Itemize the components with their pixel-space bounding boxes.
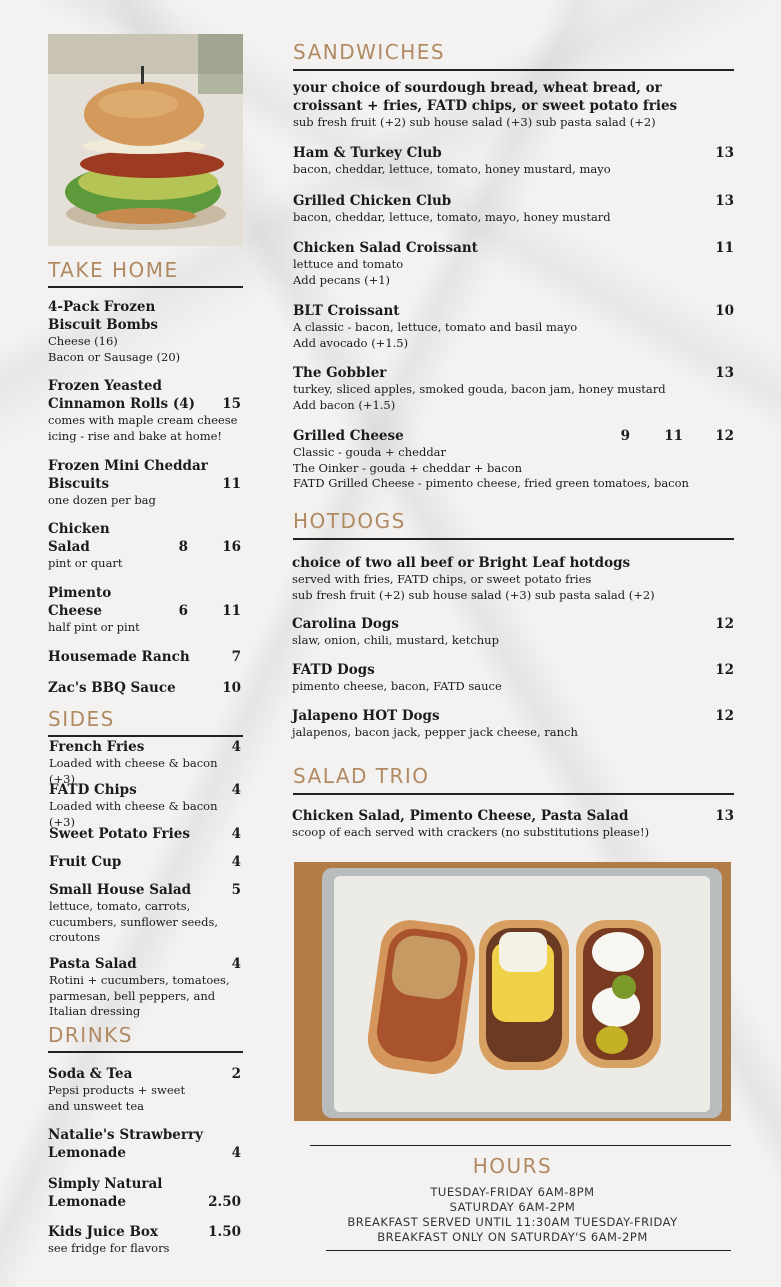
item-price-classic: 9: [620, 428, 630, 444]
item-name: Housemade Ranch: [48, 649, 190, 665]
item-desc: Add avocado (+1.5): [293, 335, 409, 350]
item-desc: Loaded with cheese & bacon (+3): [49, 799, 218, 829]
item-desc: pimento cheese, bacon, FATD sauce: [292, 679, 502, 693]
item-name: Kids Juice Box: [48, 1224, 158, 1240]
item-desc: Italian dressing: [49, 1004, 141, 1018]
menu-item-kids-juice-box: [48, 1223, 208, 1257]
item-price: 12: [715, 662, 734, 678]
item-price: 15: [222, 396, 241, 412]
item-price: 4: [231, 782, 241, 798]
item-desc: Add bacon (+1.5): [293, 397, 396, 412]
item-desc: Classic - gouda + cheddar: [293, 445, 447, 459]
menu-item-fatd-dogs: [292, 661, 712, 695]
item-desc: Bacon or Sausage (20): [48, 349, 181, 364]
menu-item-the-gobbler: [293, 364, 713, 413]
item-price: 12: [715, 616, 734, 632]
burger-photo: [48, 34, 243, 246]
menu-item-salad-trio: [292, 807, 712, 841]
item-name: Fruit Cup: [49, 854, 122, 870]
menu-item-simply-lemonade: [48, 1175, 188, 1211]
item-price-small: 8: [178, 539, 188, 555]
item-name: The Gobbler: [293, 365, 387, 381]
item-desc: croutons: [49, 930, 101, 944]
item-name: Chicken Salad: [48, 521, 110, 555]
item-name: Zac's BBQ Sauce: [48, 680, 176, 696]
intro-text: choice of two all beef or Bright Leaf hotdogs: [292, 555, 631, 571]
menu-item-strawberry-lemonade: [48, 1126, 208, 1162]
salad-trio-rule: [293, 793, 734, 795]
take-home-rule: [48, 286, 243, 288]
salad-trio-title: SALAD TRIO: [293, 764, 430, 788]
item-desc: Cheese (16): [48, 334, 118, 348]
item-price: 13: [715, 365, 734, 381]
item-desc: icing - rise and bake at home!: [48, 428, 223, 443]
item-desc: lettuce, tomato, carrots,: [49, 899, 191, 913]
item-desc: comes with maple cream cheese: [48, 413, 238, 427]
item-name: FATD Chips: [49, 782, 137, 798]
item-desc: Add pecans (+1): [293, 272, 391, 287]
item-price: 7: [231, 649, 241, 665]
item-name: Small House Salad: [49, 882, 192, 898]
sandwiches-rule: [293, 69, 734, 71]
menu-item-chicken-salad: [48, 520, 138, 572]
item-name: Carolina Dogs: [292, 616, 399, 632]
menu-item-biscuit-bombs: [48, 298, 208, 365]
item-desc: half pint or pint: [48, 620, 140, 634]
item-price: 4: [231, 956, 241, 972]
item-name: Soda & Tea: [48, 1066, 133, 1082]
intro-sub: sub fresh fruit (+2) sub house salad (+3) sub pasta salad (+2): [293, 115, 656, 129]
sides-rule: [48, 735, 243, 737]
item-desc: Rotini + cucumbers, tomatoes,: [49, 973, 230, 987]
menu-item-sweet-potato-fries: [49, 825, 190, 843]
sandwiches-intro: [293, 79, 723, 131]
item-desc: and unsweet tea: [48, 1098, 145, 1113]
item-price: 4: [231, 1145, 241, 1161]
item-desc: scoop of each served with crackers (no substitutions please!): [292, 825, 650, 839]
menu-item-jalapeno-hot-dogs: [292, 707, 712, 741]
item-name: Frozen Mini Cheddar Biscuits: [48, 458, 208, 492]
menu-item-bbq-sauce: [48, 679, 176, 697]
menu-item-grilled-chicken-club: [293, 192, 713, 226]
item-desc: turkey, sliced apples, smoked gouda, bacon jam, honey mustard: [293, 382, 666, 396]
item-price: 13: [715, 808, 734, 824]
item-name: Sweet Potato Fries: [49, 826, 190, 842]
item-name: Simply Natural Lemonade: [48, 1176, 163, 1210]
intro-text: your choice of sourdough bread, wheat bread, or croissant + fries, FATD chips, or sweet potato fries: [293, 80, 678, 114]
item-desc: bacon, cheddar, lettuce, tomato, honey mustard, mayo: [293, 162, 611, 176]
hotdogs-rule: [293, 538, 734, 540]
item-price: 4: [231, 826, 241, 842]
item-name: FATD Dogs: [292, 662, 375, 678]
item-desc: one dozen per bag: [48, 493, 156, 507]
item-price: 11: [222, 603, 241, 619]
menu-item-fruit-cup: [49, 853, 121, 871]
hours-line: BREAKFAST SERVED UNTIL 11:30AM TUESDAY-FRIDAY: [347, 1215, 678, 1229]
item-price: 11: [222, 476, 241, 492]
item-name: Natalie's Strawberry Lemonade: [48, 1127, 203, 1161]
hours-line: BREAKFAST ONLY ON SATURDAY'S 6AM-2PM: [377, 1230, 648, 1244]
item-desc: Loaded with cheese & bacon (+3): [49, 756, 218, 786]
item-desc: The Oinker - gouda + cheddar + bacon: [293, 460, 523, 475]
item-desc: Pepsi products + sweet: [48, 1083, 186, 1097]
hours-title: HOURS: [472, 1154, 553, 1178]
item-desc: A classic - bacon, lettuce, tomato and basil mayo: [293, 320, 578, 334]
item-desc: see fridge for flavors: [48, 1241, 170, 1255]
item-price: 13: [715, 145, 734, 161]
item-desc: FATD Grilled Cheese - pimento cheese, fried green tomatoes, bacon: [293, 476, 689, 490]
item-name: Chicken Salad Croissant: [293, 240, 478, 256]
item-price: 11: [715, 240, 734, 256]
drinks-title: DRINKS: [48, 1023, 133, 1047]
item-name: Pimento Cheese: [48, 585, 112, 619]
menu-item-carolina-dogs: [292, 615, 712, 649]
item-price: 1.50: [208, 1224, 241, 1240]
menu-item-ham-turkey-club: [293, 144, 713, 178]
hours-rule-bottom: [326, 1250, 731, 1251]
item-price: 2: [231, 1066, 241, 1082]
item-price: 12: [715, 428, 734, 444]
item-desc: pint or quart: [48, 556, 123, 570]
menu-item-soda-tea: [48, 1065, 218, 1114]
item-desc: cucumbers, sunflower seeds,: [49, 914, 219, 929]
menu-item-chicken-salad-croissant: [293, 239, 713, 288]
menu-item-housemade-ranch: [48, 648, 190, 666]
hotdogs-intro: [292, 554, 722, 603]
item-name: Chicken Salad, Pimento Cheese, Pasta Salad: [292, 808, 629, 824]
item-desc: bacon, cheddar, lettuce, tomato, mayo, honey mustard: [293, 210, 611, 224]
item-price: 5: [231, 882, 241, 898]
item-price-oinker: 11: [664, 428, 683, 444]
hotdogs-title: HOTDOGS: [293, 509, 406, 533]
item-desc: lettuce and tomato: [293, 257, 404, 271]
sides-title: SIDES: [48, 707, 115, 731]
sandwiches-title: SANDWICHES: [293, 40, 446, 64]
item-price: 10: [715, 303, 734, 319]
item-price: 4: [231, 854, 241, 870]
item-desc: slaw, onion, chili, mustard, ketchup: [292, 633, 499, 647]
menu-item-blt-croissant: [293, 302, 713, 351]
drinks-rule: [48, 1051, 243, 1053]
take-home-title: TAKE HOME: [48, 258, 179, 282]
item-name: Pasta Salad: [49, 956, 137, 972]
item-price: 16: [222, 539, 241, 555]
item-price: 4: [231, 739, 241, 755]
hours-line: SATURDAY 6AM-2PM: [449, 1200, 576, 1214]
hotdogs-photo: [294, 862, 731, 1121]
menu-item-mini-cheddar-biscuits: [48, 457, 208, 509]
intro-sub: sub fresh fruit (+2) sub house salad (+3) sub pasta salad (+2): [292, 587, 655, 602]
item-name: Ham & Turkey Club: [293, 145, 442, 161]
item-name: Grilled Cheese: [293, 428, 404, 444]
item-price: 10: [222, 680, 241, 696]
item-price-small: 6: [178, 603, 188, 619]
item-name: 4-Pack Frozen Biscuit Bombs: [48, 299, 158, 333]
hours-line: TUESDAY-FRIDAY 6AM-8PM: [430, 1185, 595, 1199]
item-name: Frozen Yeasted Cinnamon Rolls (4): [48, 378, 196, 412]
item-price: 2.50: [208, 1194, 241, 1210]
item-desc: parmesan, bell peppers, and: [49, 988, 216, 1003]
intro-sub: served with fries, FATD chips, or sweet potato fries: [292, 572, 592, 586]
item-price: 12: [715, 708, 734, 724]
item-price: 13: [715, 193, 734, 209]
item-desc: jalapenos, bacon jack, pepper jack cheese, ranch: [292, 725, 578, 739]
item-name: Jalapeno HOT Dogs: [292, 708, 440, 724]
item-name: French Fries: [49, 739, 145, 755]
menu-item-pimento-cheese: [48, 584, 138, 636]
item-name: Grilled Chicken Club: [293, 193, 452, 209]
hours-rule-top: [310, 1145, 731, 1146]
item-name: BLT Croissant: [293, 303, 400, 319]
